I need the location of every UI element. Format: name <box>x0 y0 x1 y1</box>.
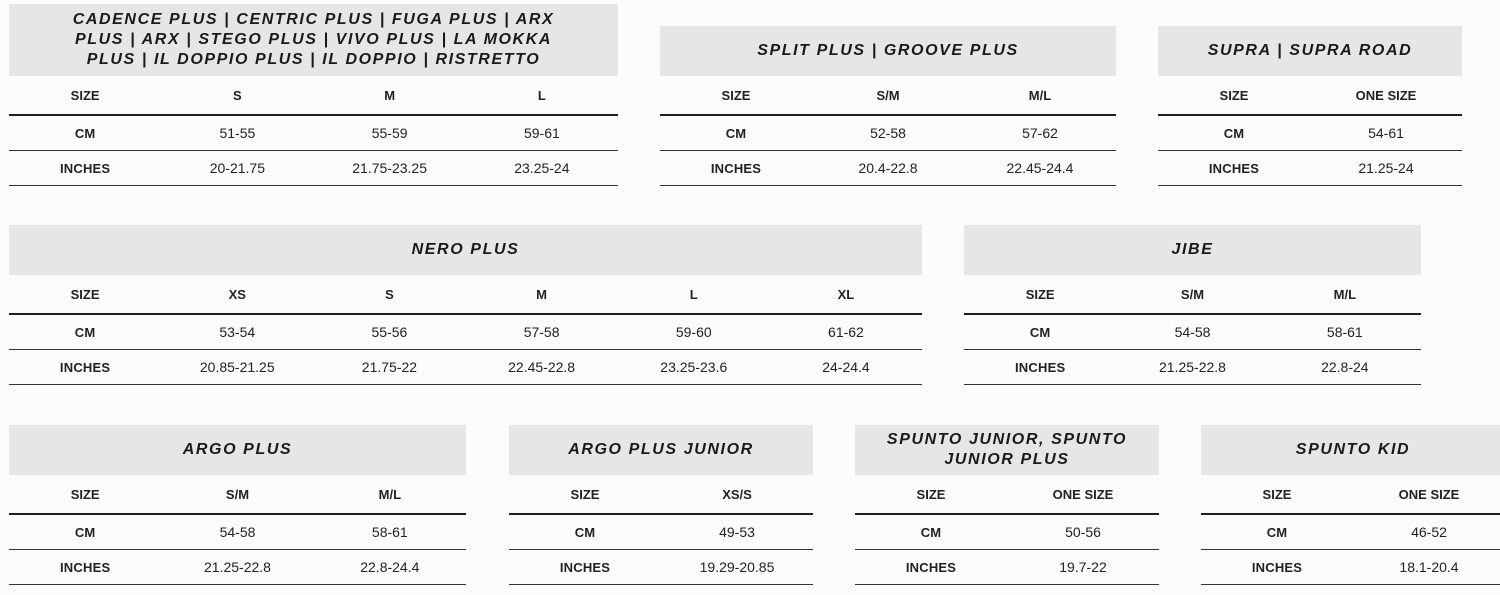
table-header-row <box>1201 475 1500 515</box>
header-cell: SIZE <box>70 286 100 302</box>
row-label: INCHES <box>60 559 111 575</box>
header-cell: M/L <box>378 486 402 502</box>
table-header-row <box>509 475 813 515</box>
table-cell: 23.25-24 <box>514 160 570 176</box>
table-cell: 21.25-22.8 <box>1159 359 1226 375</box>
header-cell: SIZE <box>1262 486 1292 502</box>
header-cell: L <box>537 87 546 103</box>
size-table-nero-plus <box>9 225 922 385</box>
size-table-supra <box>1158 26 1462 186</box>
size-table-split-groove <box>660 26 1116 186</box>
table-cell: 21.25-22.8 <box>204 559 271 575</box>
row-label: INCHES <box>559 559 611 575</box>
row-label: CM <box>1029 324 1051 340</box>
header-cell: S <box>385 286 394 302</box>
table-cell: 51-55 <box>219 125 256 141</box>
table-title: JIBE <box>964 225 1421 275</box>
row-label: CM <box>574 524 596 540</box>
header-cell: SIZE <box>70 87 100 103</box>
table-header-row <box>1158 76 1462 116</box>
table-header-row <box>660 76 1116 116</box>
row-label: CM <box>725 125 747 141</box>
size-table-cadence-group <box>9 4 618 186</box>
table-row <box>9 350 922 385</box>
header-cell: S/M <box>225 486 250 502</box>
table-cell: 46-52 <box>1411 524 1447 540</box>
table-cell: 50-56 <box>1065 524 1101 540</box>
header-cell: M <box>536 286 548 302</box>
size-table-argo-plus-junior <box>509 425 813 585</box>
table-cell: 57-58 <box>523 324 560 340</box>
table-title: NERO PLUS <box>9 225 922 275</box>
table-row <box>660 151 1116 186</box>
table-cell: 54-58 <box>1174 324 1211 340</box>
table-row <box>9 116 618 151</box>
table-title: SPUNTO KID <box>1201 425 1500 475</box>
table-title: ARGO PLUS <box>9 425 466 475</box>
header-cell: XL <box>837 286 855 302</box>
table-row <box>9 550 466 585</box>
table-cell: 22.45-24.4 <box>1006 160 1074 176</box>
row-label: INCHES <box>1251 559 1303 575</box>
table-cell: 55-59 <box>371 125 408 141</box>
table-cell: 19.29-20.85 <box>699 559 775 575</box>
row-label: INCHES <box>59 160 111 176</box>
row-label: INCHES <box>905 559 957 575</box>
table-title: SUPRA | SUPRA ROAD <box>1158 26 1462 76</box>
header-cell: S <box>233 87 242 103</box>
row-label: CM <box>74 324 96 340</box>
table-row <box>9 515 466 550</box>
table-cell: 22.8-24.4 <box>360 559 420 575</box>
table-cell: 22.8-24 <box>1321 359 1369 375</box>
table-cell: 20.4-22.8 <box>858 160 918 176</box>
row-label: INCHES <box>1015 359 1066 375</box>
header-cell: SIZE <box>721 87 751 103</box>
table-cell: 53-54 <box>219 324 256 340</box>
table-cell: 20-21.75 <box>209 160 266 176</box>
table-row <box>964 350 1421 385</box>
table-row <box>1158 116 1462 151</box>
table-cell: 52-58 <box>870 125 906 141</box>
table-row <box>509 515 813 550</box>
header-cell: M <box>384 87 396 103</box>
table-header-row <box>964 275 1421 315</box>
table-header-row <box>855 475 1159 515</box>
table-cell: 22.45-22.8 <box>508 359 576 375</box>
table-cell: 23.25-23.6 <box>660 359 728 375</box>
table-title: ARGO PLUS JUNIOR <box>509 425 813 475</box>
header-cell: S/M <box>876 87 900 103</box>
table-cell: 24-24.4 <box>822 359 870 375</box>
row-label: CM <box>1223 125 1245 141</box>
table-row <box>1201 515 1500 550</box>
table-cell: 54-58 <box>219 524 256 540</box>
table-cell: 21.25-24 <box>1358 160 1414 176</box>
row-label: INCHES <box>1208 160 1260 176</box>
table-header-row <box>9 475 466 515</box>
size-table-argo-plus <box>9 425 466 585</box>
table-cell: 54-61 <box>1368 125 1404 141</box>
table-row <box>9 315 922 350</box>
header-cell: SIZE <box>70 486 100 502</box>
header-cell: S/M <box>1180 286 1205 302</box>
table-cell: 59-60 <box>675 324 712 340</box>
table-row <box>9 151 618 186</box>
table-row <box>964 315 1421 350</box>
header-cell: XS <box>228 286 246 302</box>
table-cell: 21.75-22 <box>361 359 418 375</box>
header-cell: M/L <box>1028 87 1052 103</box>
header-cell: SIZE <box>1025 286 1055 302</box>
table-row <box>855 550 1159 585</box>
table-row <box>1158 151 1462 186</box>
header-cell: SIZE <box>570 486 600 502</box>
header-cell: ONE SIZE <box>1052 486 1114 502</box>
size-table-spunto-junior <box>855 425 1159 585</box>
size-table-spunto-kid <box>1201 425 1500 585</box>
row-label: CM <box>74 524 96 540</box>
table-cell: 19.7-22 <box>1059 559 1107 575</box>
table-cell: 18.1-20.4 <box>1399 559 1459 575</box>
table-cell: 21.75-23.25 <box>352 160 427 176</box>
header-cell: ONE SIZE <box>1355 87 1417 103</box>
row-label: INCHES <box>59 359 111 375</box>
row-label: CM <box>920 524 942 540</box>
table-cell: 49-53 <box>719 524 755 540</box>
table-header-row <box>9 275 922 315</box>
row-label: CM <box>1266 524 1288 540</box>
table-cell: 59-61 <box>523 125 560 141</box>
table-title: SPUNTO JUNIOR, SPUNTO JUNIOR PLUS <box>855 425 1159 475</box>
row-label: INCHES <box>710 160 762 176</box>
table-title: SPLIT PLUS | GROOVE PLUS <box>660 26 1116 76</box>
header-cell: L <box>689 286 698 302</box>
table-cell: 58-61 <box>1326 324 1363 340</box>
header-cell: SIZE <box>1219 87 1249 103</box>
size-table-jibe <box>964 225 1421 385</box>
table-title: CADENCE PLUS | CENTRIC PLUS | FUGA PLUS | ARX PLUS | ARX | STEGO PLUS | VIVO PLUS | LA MOKKA PLUS | IL DOPPIO PLUS | IL DOPPIO | RISTRETTO <box>9 4 618 76</box>
table-row <box>855 515 1159 550</box>
table-header-row <box>9 76 618 116</box>
header-cell: ONE SIZE <box>1398 486 1460 502</box>
table-cell: 57-62 <box>1022 125 1058 141</box>
table-cell: 61-62 <box>828 324 864 340</box>
table-row <box>660 116 1116 151</box>
table-cell: 20.85-21.25 <box>199 359 275 375</box>
header-cell: M/L <box>1333 286 1357 302</box>
header-cell: SIZE <box>916 486 946 502</box>
table-cell: 58-61 <box>371 524 408 540</box>
header-cell: XS/S <box>722 486 752 502</box>
row-label: CM <box>74 125 96 141</box>
table-row <box>1201 550 1500 585</box>
table-cell: 55-56 <box>371 324 408 340</box>
table-row <box>509 550 813 585</box>
